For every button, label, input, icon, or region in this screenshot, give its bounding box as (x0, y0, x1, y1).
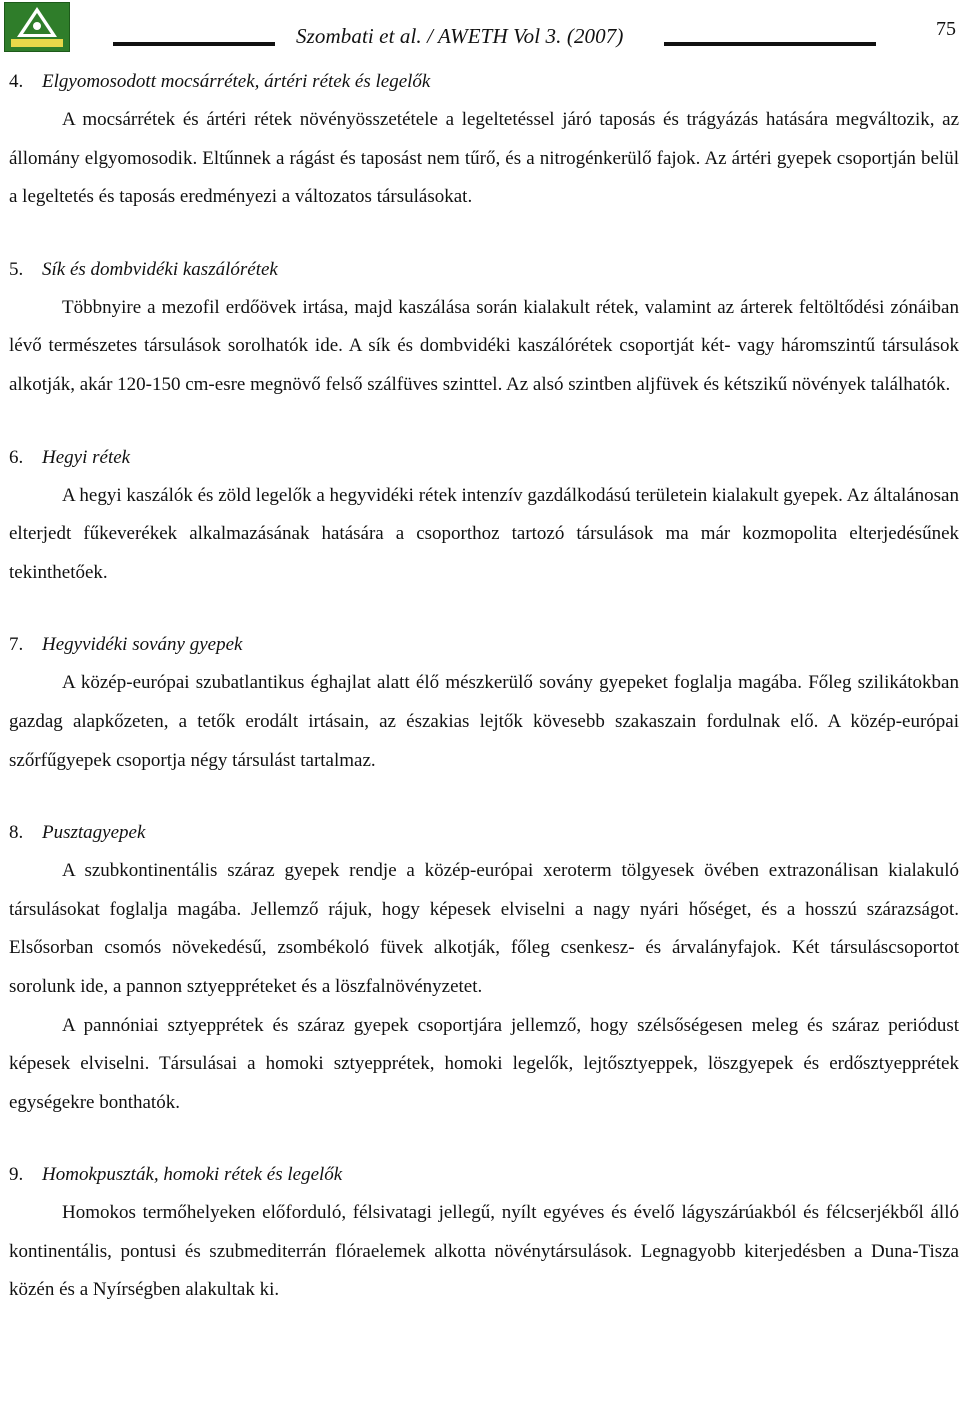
page-body (9, 62, 959, 1343)
section-heading (9, 1155, 959, 1194)
section-5 (9, 250, 959, 405)
paragraph: A pannóniai sztyepprétek és száraz gyepek csoportjára jellemző, hogy szélsőségesen meleg és száraz periódust képesek elviselni. Társulásai a homoki sztyepprétek, homoki legelők, lejtősztyeppek, löszgyepek és erdősztyepprétek egységekre bonthatók. (9, 1014, 959, 1113)
section-title: Sík és dombvidéki kaszálórétek (42, 258, 278, 280)
journal-logo (4, 2, 70, 52)
section-number: 9. (9, 1164, 24, 1186)
paragraph: A hegyi kaszálók és zöld legelők a hegyvidéki rétek intenzív gazdálkodású területein kialakult gyepek. Az általánosan elterjedt fűkeverékek alkalmazásának hatására a csoporthoz tartozó társulások ma már kozmopolita elterjedésűnek tekinthetőek. (9, 484, 959, 583)
section-title: Pusztagyepek (42, 822, 146, 844)
section-6 (9, 438, 959, 593)
section-heading (9, 438, 959, 477)
section-title: Hegyi rétek (42, 446, 131, 468)
section-8 (9, 813, 959, 1122)
section-heading (9, 813, 959, 852)
paragraph: Többnyire a mezofil erdőövek irtása, majd kaszálása során kialakult rétek, valamint az árterek feltöltődési zónáiban lévő természetes társulások sorolhatók ide. A sík és dombvidéki kaszálórétek csoportját két- vagy háromszintű társulások alkotják, akár 120-150 cm-esre megnövő felső szálfüves szinttel. Az alsó szintben aljfüvek és kétszikű növények találhatók. (9, 296, 959, 395)
header-rule-left (113, 42, 275, 46)
section-number: 6. (9, 446, 24, 468)
paragraph: A szubkontinentális száraz gyepek rendje a közép-európai xeroterm tölgyesek övében extrazonálisan kialakuló társulásokat foglalja magába. Jellemző rájuk, hogy képesek elviselni a nagy nyári hőséget, és a hosszú szárazságot. Elsősorban csomós növekedésű, zsombékoló füvek alkotják, főleg csenkesz- és árvalányfajok. Két társuláscsoportot sorolunk ide, a pannon sztyeppréteket és a löszfalnövényzetet. (9, 860, 959, 997)
section-number: 7. (9, 634, 24, 656)
paragraph: Homokos termőhelyeken előforduló, félsivatagi jellegű, nyílt egyéves és évelő lágyszárúakból és félcserjékből álló kontinentális, pontusi és szubmediterrán flóraelemek alkotta növénytársulások. Legnagyobb kiterjedésben a Duna-Tisza közén és a Nyírségben alakultak ki. (9, 1202, 959, 1301)
section-heading (9, 250, 959, 289)
page-header (0, 0, 960, 60)
running-head: Szombati et al. / AWETH Vol 3. (2007) (296, 24, 624, 48)
section-title: Elgyomosodott mocsárrétek, ártéri rétek és legelők (42, 71, 431, 92)
header-rule-right (664, 42, 876, 46)
section-title: Hegyvidéki sovány gyepek (42, 634, 243, 656)
section-number: 4. (9, 71, 24, 92)
paragraph: A mocsárrétek és ártéri rétek növényösszetétele a legeltetéssel járó taposás és trágyázás hatására megváltozik, az állomány elgyomosodik. Eltűnnek a rágást és taposást nem tűrő, és a nitrogénkerülő fajok. Az ártéri gyepek csoportján belül a legeltetés és taposás eredményezi a változatos társulásokat. (9, 109, 959, 208)
section-heading (9, 62, 959, 101)
section-9 (9, 1155, 959, 1310)
paragraph: A közép-európai szubatlantikus éghajlat alatt élő mészkerülő sovány gyepeket foglalja magába. Főleg szilikátokban gazdag alapkőzeten, a tetők erodált irtásain, az északias lejtők kövesebb szakaszain fordulnak elő. A közép-európai szőrfűgyepek csoportja négy társulást tartalmaz. (9, 672, 959, 771)
page-number: 75 (936, 18, 956, 40)
section-heading (9, 625, 959, 664)
section-number: 5. (9, 258, 24, 280)
section-title: Homokpuszták, homoki rétek és legelők (42, 1164, 343, 1186)
section-4 (9, 62, 959, 217)
section-7 (9, 625, 959, 780)
section-number: 8. (9, 822, 24, 844)
